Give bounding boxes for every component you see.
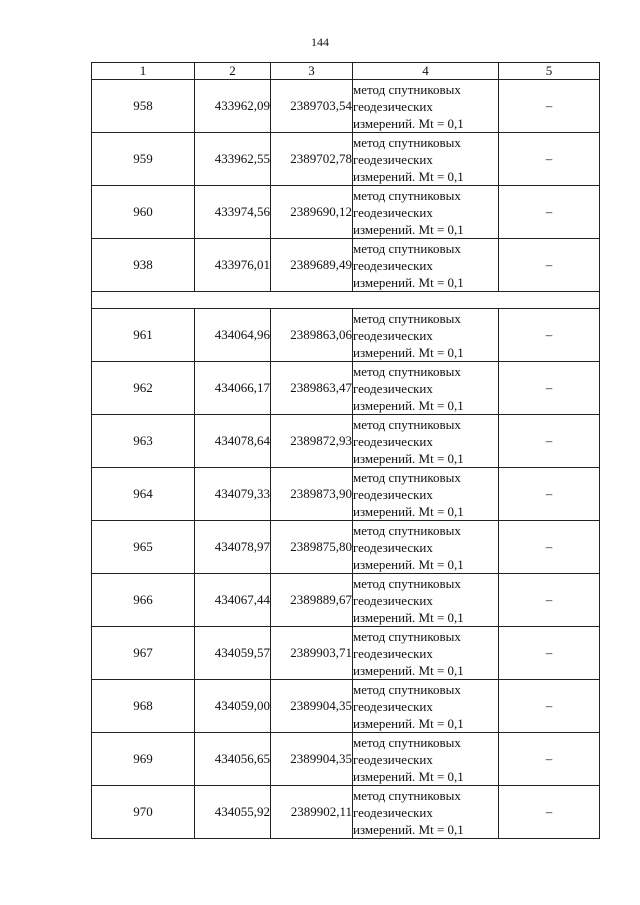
accuracy-dash-cell: –: [499, 186, 600, 239]
method-cell: [353, 133, 499, 186]
point-number-cell: 966: [92, 574, 195, 627]
method-cell: [353, 362, 499, 415]
x-coordinate-cell: 434078,97: [195, 521, 271, 574]
x-coordinate-cell: 433976,01: [195, 239, 271, 292]
method-line: метод спутниковых: [353, 363, 461, 379]
y-coordinate-cell: 2389889,67: [271, 574, 353, 627]
method-line: геодезических: [353, 698, 433, 714]
x-coordinate-cell: 433974,56: [195, 186, 271, 239]
method-cell: [353, 786, 499, 839]
x-coordinate-cell: 434066,17: [195, 362, 271, 415]
method-line: измерений. Mt = 0,1: [353, 768, 464, 784]
method-cell: [353, 309, 499, 362]
table-row: [92, 468, 600, 521]
method-line: метод спутниковых: [353, 628, 461, 644]
method-cell: [353, 80, 499, 133]
method-line: измерений. Mt = 0,1: [353, 662, 464, 678]
table-separator-row: [92, 292, 600, 309]
point-number-cell: 958: [92, 80, 195, 133]
accuracy-dash-cell: –: [499, 627, 600, 680]
point-number-cell: 963: [92, 415, 195, 468]
method-line: метод спутниковых: [353, 469, 461, 485]
table-row: [92, 627, 600, 680]
column-header: 2: [195, 63, 271, 80]
method-line: метод спутниковых: [353, 681, 461, 697]
method-line: измерений. Mt = 0,1: [353, 715, 464, 731]
x-coordinate-cell: 434059,57: [195, 627, 271, 680]
table-row: [92, 309, 600, 362]
method-line: измерений. Mt = 0,1: [353, 503, 464, 519]
accuracy-dash-cell: –: [499, 574, 600, 627]
method-line: измерений. Mt = 0,1: [353, 609, 464, 625]
x-coordinate-cell: 434064,96: [195, 309, 271, 362]
method-line: геодезических: [353, 257, 433, 273]
column-header: 3: [271, 63, 353, 80]
method-cell: [353, 186, 499, 239]
method-line: геодезических: [353, 204, 433, 220]
point-number-cell: 961: [92, 309, 195, 362]
x-coordinate-cell: 434078,64: [195, 415, 271, 468]
column-header: 5: [499, 63, 600, 80]
page-number: 144: [311, 35, 329, 49]
accuracy-dash-cell: –: [499, 786, 600, 839]
method-cell: [353, 468, 499, 521]
method-line: геодезических: [353, 98, 433, 114]
method-line: метод спутниковых: [353, 734, 461, 750]
method-line: метод спутниковых: [353, 522, 461, 538]
method-line: геодезических: [353, 151, 433, 167]
method-line: геодезических: [353, 645, 433, 661]
method-cell: [353, 733, 499, 786]
point-number-cell: 938: [92, 239, 195, 292]
accuracy-dash-cell: –: [499, 521, 600, 574]
table-row: [92, 239, 600, 292]
point-number-cell: 965: [92, 521, 195, 574]
table-row: [92, 521, 600, 574]
y-coordinate-cell: 2389904,35: [271, 733, 353, 786]
point-number-cell: 967: [92, 627, 195, 680]
accuracy-dash-cell: –: [499, 415, 600, 468]
point-number-cell: 968: [92, 680, 195, 733]
accuracy-dash-cell: –: [499, 733, 600, 786]
y-coordinate-cell: 2389863,06: [271, 309, 353, 362]
point-number-cell: 969: [92, 733, 195, 786]
method-cell: [353, 521, 499, 574]
column-header: 4: [353, 63, 499, 80]
point-number-cell: 970: [92, 786, 195, 839]
y-coordinate-cell: 2389902,11: [271, 786, 353, 839]
method-line: измерений. Mt = 0,1: [353, 274, 464, 290]
method-line: метод спутниковых: [353, 240, 461, 256]
table-row: [92, 133, 600, 186]
method-line: измерений. Mt = 0,1: [353, 344, 464, 360]
x-coordinate-cell: 434059,00: [195, 680, 271, 733]
method-cell: [353, 627, 499, 680]
method-line: геодезических: [353, 592, 433, 608]
method-line: метод спутниковых: [353, 787, 461, 803]
x-coordinate-cell: 434079,33: [195, 468, 271, 521]
column-header: 1: [92, 63, 195, 80]
method-line: геодезических: [353, 327, 433, 343]
table-row: [92, 186, 600, 239]
table-row: [92, 680, 600, 733]
x-coordinate-cell: 434067,44: [195, 574, 271, 627]
method-line: геодезических: [353, 751, 433, 767]
method-line: метод спутниковых: [353, 134, 461, 150]
method-cell: [353, 239, 499, 292]
method-line: измерений. Mt = 0,1: [353, 221, 464, 237]
method-line: геодезических: [353, 804, 433, 820]
x-coordinate-cell: 434055,92: [195, 786, 271, 839]
x-coordinate-cell: 433962,09: [195, 80, 271, 133]
y-coordinate-cell: 2389875,80: [271, 521, 353, 574]
table-row: [92, 733, 600, 786]
y-coordinate-cell: 2389904,35: [271, 680, 353, 733]
point-number-cell: 964: [92, 468, 195, 521]
point-number-cell: 959: [92, 133, 195, 186]
method-line: измерений. Mt = 0,1: [353, 168, 464, 184]
method-line: измерений. Mt = 0,1: [353, 397, 464, 413]
accuracy-dash-cell: –: [499, 362, 600, 415]
accuracy-dash-cell: –: [499, 239, 600, 292]
point-number-cell: 960: [92, 186, 195, 239]
table-row: [92, 574, 600, 627]
table-row: [92, 415, 600, 468]
table-row: [92, 80, 600, 133]
accuracy-dash-cell: –: [499, 133, 600, 186]
header-row: [92, 63, 600, 80]
table-row: [92, 786, 600, 839]
method-line: измерений. Mt = 0,1: [353, 821, 464, 837]
method-line: метод спутниковых: [353, 81, 461, 97]
method-line: геодезических: [353, 433, 433, 449]
x-coordinate-cell: 433962,55: [195, 133, 271, 186]
accuracy-dash-cell: –: [499, 468, 600, 521]
accuracy-dash-cell: –: [499, 309, 600, 362]
x-coordinate-cell: 434056,65: [195, 733, 271, 786]
method-line: метод спутниковых: [353, 187, 461, 203]
y-coordinate-cell: 2389689,49: [271, 239, 353, 292]
y-coordinate-cell: 2389872,93: [271, 415, 353, 468]
y-coordinate-cell: 2389690,12: [271, 186, 353, 239]
method-line: геодезических: [353, 539, 433, 555]
method-line: метод спутниковых: [353, 310, 461, 326]
y-coordinate-cell: 2389903,71: [271, 627, 353, 680]
y-coordinate-cell: 2389863,47: [271, 362, 353, 415]
method-line: метод спутниковых: [353, 575, 461, 591]
method-line: измерений. Mt = 0,1: [353, 556, 464, 572]
separator-cell: [92, 292, 600, 309]
table-row: [92, 362, 600, 415]
table-header: [92, 63, 600, 80]
y-coordinate-cell: 2389703,54: [271, 80, 353, 133]
method-line: измерений. Mt = 0,1: [353, 115, 464, 131]
method-line: метод спутниковых: [353, 416, 461, 432]
method-line: измерений. Mt = 0,1: [353, 450, 464, 466]
method-line: геодезических: [353, 486, 433, 502]
method-cell: [353, 680, 499, 733]
method-cell: [353, 574, 499, 627]
y-coordinate-cell: 2389702,78: [271, 133, 353, 186]
coordinates-table: [91, 62, 600, 839]
point-number-cell: 962: [92, 362, 195, 415]
table-body: [92, 80, 600, 839]
accuracy-dash-cell: –: [499, 80, 600, 133]
accuracy-dash-cell: –: [499, 680, 600, 733]
method-cell: [353, 415, 499, 468]
y-coordinate-cell: 2389873,90: [271, 468, 353, 521]
method-line: геодезических: [353, 380, 433, 396]
